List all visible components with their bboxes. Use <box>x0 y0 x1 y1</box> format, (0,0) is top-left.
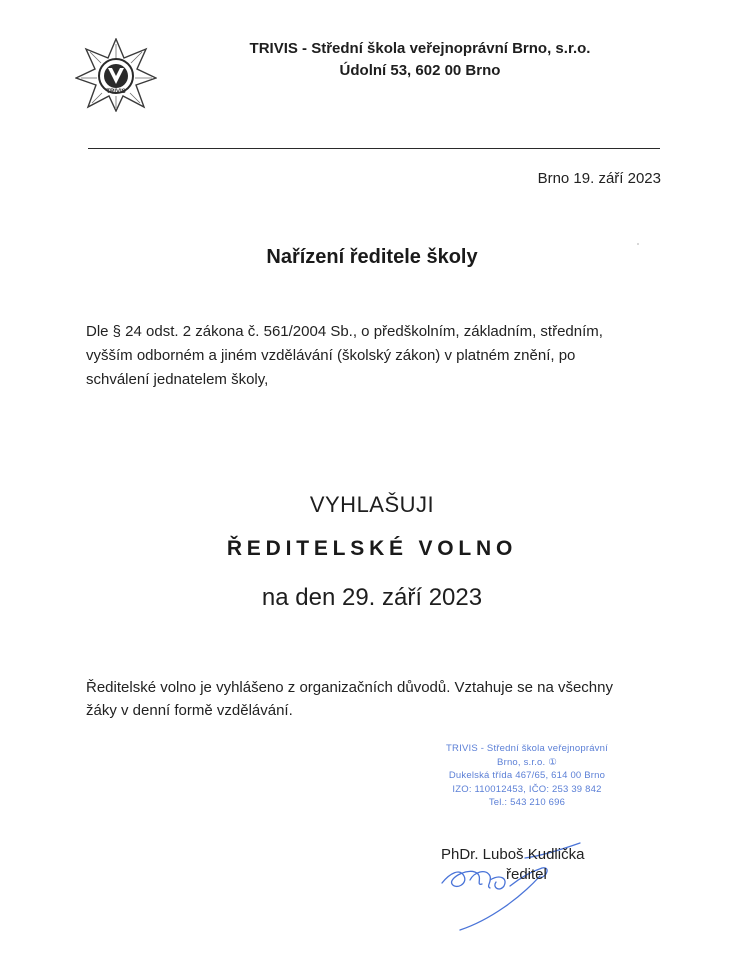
school-address: Údolní 53, 602 00 Brno <box>339 62 501 79</box>
signer-role: ředitel <box>506 866 547 883</box>
scan-speck <box>637 243 639 245</box>
stamp-line: TRIVIS - Střední škola veřejnoprávní <box>446 743 608 754</box>
proclamation: VYHLAŠUJI <box>309 492 435 517</box>
day-off-date: na den 29. září 2023 <box>261 584 483 611</box>
stamp-line: IZO: 110012453, IČO: 253 39 842 <box>452 783 602 795</box>
stamp-line: Brno, s.r.o. ① <box>497 756 557 768</box>
reason-line: žáky v denní formě vzdělávání. <box>86 702 293 719</box>
document-date: Brno 19. září 2023 <box>537 170 661 187</box>
announcement-heading: ŘEDITELSKÉ VOLNO <box>226 537 518 560</box>
reason-line: Ředitelské volno je vyhlášeno z organizačních důvodů. Vztahuje se na všechny <box>86 679 613 696</box>
star-badge-logo-icon <box>75 38 157 112</box>
svg-text:TRIVIS: TRIVIS <box>106 89 126 95</box>
stamp-line: Dukelská třída 467/65, 614 00 Brno <box>448 770 606 781</box>
intro-line: Dle § 24 odst. 2 zákona č. 561/2004 Sb., o předškolním, základním, středním, <box>86 323 603 340</box>
stamp-line: Tel.: 543 210 696 <box>488 797 566 808</box>
school-stamp <box>432 742 622 810</box>
signer-name: PhDr. Luboš Kudlička <box>441 846 585 863</box>
intro-line: vyšším odborném a jiném vzdělávání (školský zákon) v platném znění, po <box>86 347 576 364</box>
intro-line: schválení jednatelem školy, <box>86 371 269 388</box>
letterhead <box>170 38 670 82</box>
intro-paragraph <box>86 320 661 392</box>
reason-paragraph <box>86 676 666 722</box>
school-logo <box>75 38 157 112</box>
document-title: Nařízení ředitele školy <box>266 246 478 268</box>
header-divider <box>88 148 660 149</box>
school-name: TRIVIS - Střední škola veřejnoprávní Brno, s.r.o. <box>249 40 591 57</box>
signer-block <box>441 845 584 885</box>
